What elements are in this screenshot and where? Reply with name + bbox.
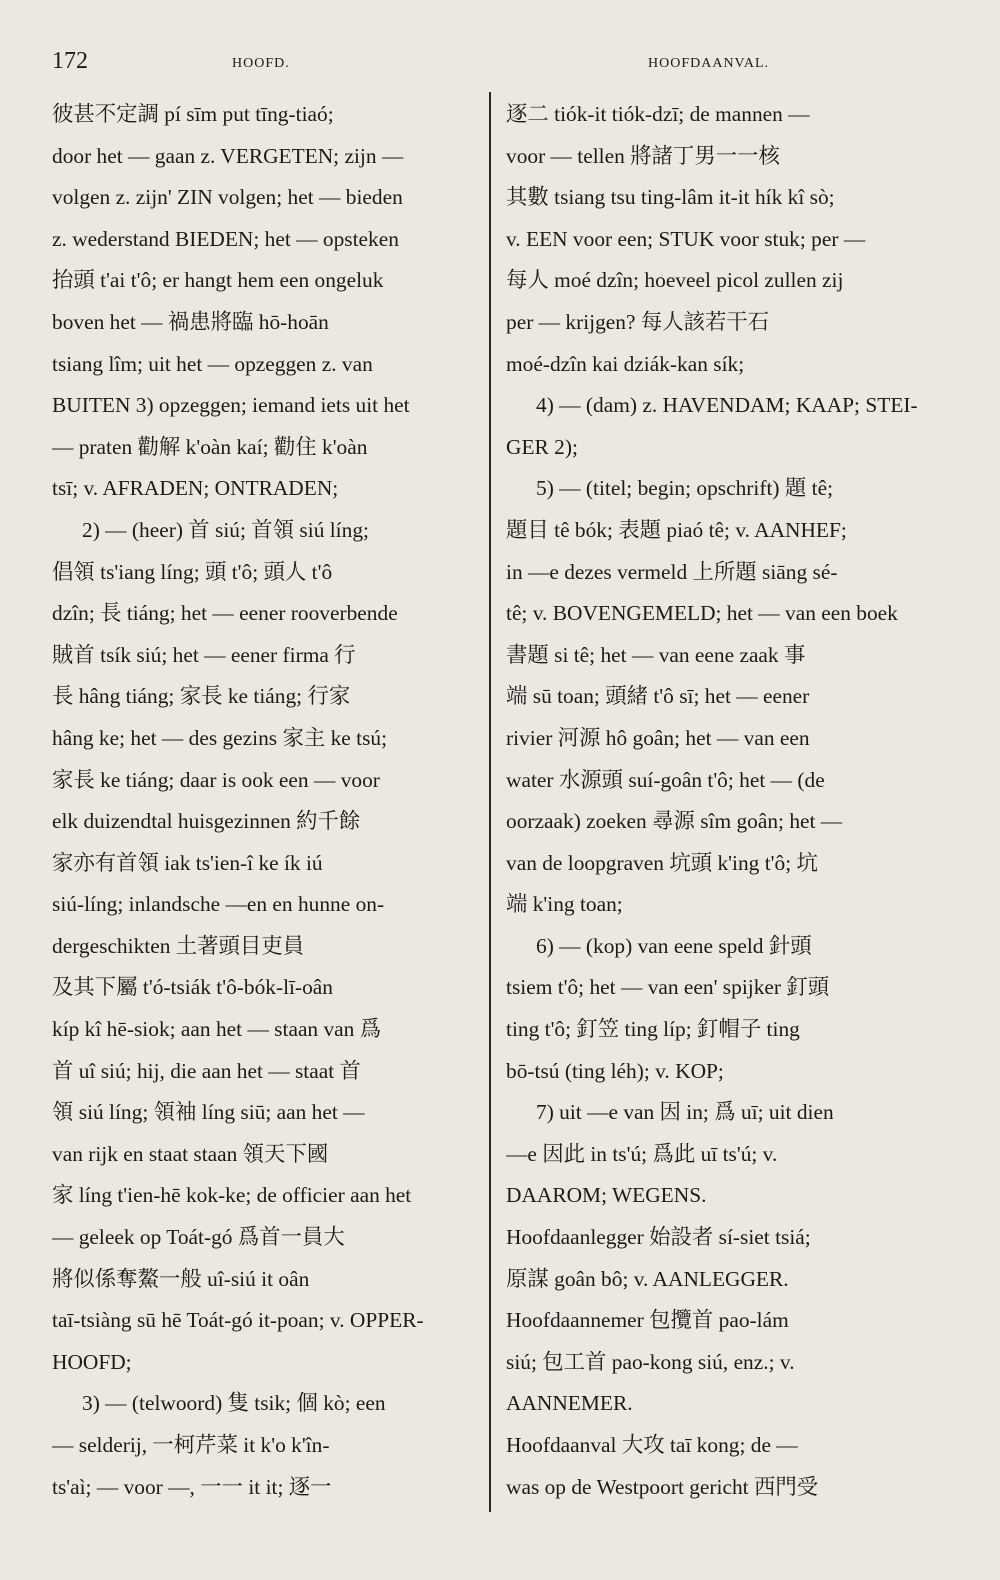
text-line: 5) — (titel; begin; opschrift) 題 tê;: [536, 476, 834, 501]
text-line: 書題 si tê; het — van eene zaak 事: [506, 642, 806, 667]
running-head-left: HOOFD.: [232, 56, 290, 71]
text-line: 2) — (heer) 首 siú; 首領 siú líng;: [82, 517, 369, 542]
text-line: 家長 ke tiáng; daar is ook een — voor: [52, 767, 380, 792]
text-line: 4) — (dam) z. HAVENDAM; KAAP; STEI-: [536, 393, 918, 418]
text-line: boven het — 禍患將臨 hō-hoān: [52, 309, 329, 334]
text-line: — geleek op Toát-gó 爲首一員大: [52, 1225, 345, 1250]
text-line: 家 líng t'ien-hē kok-ke; de officier aan het: [52, 1183, 412, 1208]
text-line: 倡領 ts'iang líng; 頭 t'ô; 頭人 t'ô: [52, 559, 333, 584]
text-line: 長 hâng tiáng; 家長 ke tiáng; 行家: [52, 684, 351, 709]
text-line: AANNEMER.: [506, 1391, 633, 1416]
text-line: 逐二 tiók-it tiók-dzī; de mannen —: [506, 102, 810, 126]
text-line: van rijk en staat staan 領天下國: [52, 1141, 329, 1166]
text-line: 及其下屬 t'ó-tsiák t'ô-bók-lī-oân: [52, 975, 333, 1000]
text-line: 7) uit —e van 因 in; 爲 uī; uit dien: [536, 1100, 834, 1125]
text-line: 將似係奪鰲一般 uî-siú it oân: [52, 1266, 310, 1291]
text-line: hâng ke; het — des gezins 家主 ke tsú;: [52, 725, 388, 750]
text-line: kíp kî hē-siok; aan het — staan van 爲: [52, 1017, 382, 1042]
text-line: 原謀 goân bô; v. AANLEGGER.: [506, 1266, 789, 1291]
text-line: — selderij, 一柯芹菜 it k'o k'în-: [52, 1433, 330, 1457]
text-line: HOOFD;: [52, 1349, 132, 1374]
text-line: BUITEN 3) opzeggen; iemand iets uit het: [52, 393, 410, 418]
text-line: water 水源頭 suí-goân t'ô; het — (de: [506, 767, 825, 792]
text-line: —e 因此 in ts'ú; 爲此 uī ts'ú; v.: [506, 1141, 778, 1166]
text-line: 領 siú líng; 領袖 líng siū; aan het —: [52, 1100, 365, 1125]
text-line: 題目 tê bók; 表題 piaó tê; v. AANHEF;: [506, 517, 847, 542]
text-line: Hoofdaannemer 包攬首 pao-lám: [506, 1308, 789, 1333]
text-line: bō-tsú (ting léh); v. KOP;: [506, 1058, 724, 1083]
text-line: ts'aì; — voor —, 一一 it it; 逐一: [52, 1474, 332, 1499]
text-line: 端 k'ing toan;: [506, 892, 623, 917]
text-line: 6) — (kop) van eene speld 針頭: [536, 933, 812, 958]
text-line: rivier 河源 hô goân; het — van een: [506, 725, 810, 750]
text-line: 3) — (telwoord) 隻 tsik; 個 kò; een: [82, 1391, 386, 1416]
text-line: elk duizendtal huisgezinnen 約千餘: [52, 809, 361, 834]
text-line: tsiem t'ô; het — van een' spijker 釘頭: [506, 975, 830, 1000]
text-line: — praten 勸解 k'oàn kaí; 勸住 k'oàn: [52, 434, 368, 459]
text-line: was op de Westpoort gericht 西門受: [506, 1474, 819, 1499]
text-line: 抬頭 t'ai t'ô; er hangt hem een ongeluk: [52, 268, 384, 293]
text-line: Hoofdaanval 大攻 taī kong; de —: [506, 1433, 798, 1457]
right-column: [506, 94, 932, 1508]
page-number: 172: [52, 48, 88, 74]
text-line: dergeschikten 土著頭目吏員: [52, 933, 305, 958]
text-line: tsiang lîm; uit het — opzeggen z. van: [52, 351, 373, 376]
text-line: oorzaak) zoeken 尋源 sîm goân; het —: [506, 809, 843, 834]
text-line: van de loopgraven 坑頭 k'ing t'ô; 坑: [506, 850, 818, 875]
text-line: ting t'ô; 釘笠 ting líp; 釘帽子 ting: [506, 1017, 800, 1042]
text-line: 其數 tsiang tsu ting-lâm it-it hík kî sò;: [506, 185, 835, 210]
running-head-right: HOOFDAANVAL.: [648, 56, 770, 71]
text-line: 首 uî siú; hij, die aan het — staat 首: [52, 1058, 361, 1083]
left-column: [52, 94, 482, 1508]
text-line: per — krijgen? 每人該若干石: [506, 309, 770, 334]
text-line: dzîn; 長 tiáng; het — eener rooverbende: [52, 601, 398, 626]
text-line: 每人 moé dzîn; hoeveel picol zullen zij: [506, 268, 844, 293]
text-line: siú; 包工首 pao-kong siú, enz.; v.: [506, 1349, 795, 1374]
text-line: taī-tsiàng sū hē Toát-gó it-poan; v. OPPER-: [52, 1308, 424, 1333]
column-divider: [489, 92, 491, 1512]
text-line: 端 sū toan; 頭緒 t'ô sī; het — eener: [506, 684, 810, 709]
text-line: z. wederstand BIEDEN; het — opsteken: [52, 226, 399, 251]
text-line: tê; v. BOVENGEMELD; het — van een boek: [506, 601, 898, 626]
text-line: 家亦有首領 iak ts'ien-î ke ík iú: [52, 850, 323, 875]
text-line: 彼甚不定調 pí sīm put tīng-tiaó;: [52, 102, 334, 126]
text-line: volgen z. zijn' ZIN volgen; het — bieden: [52, 185, 403, 210]
text-line: Hoofdaanlegger 始設者 sí-siet tsiá;: [506, 1225, 811, 1250]
text-line: voor — tellen 將諸丁男一一核: [506, 143, 780, 168]
text-line: door het — gaan z. VERGETEN; zijn —: [52, 143, 404, 168]
text-line: in —e dezes vermeld 上所題 siāng sé-: [506, 559, 838, 584]
page-header: [0, 40, 1000, 80]
text-line: DAAROM; WEGENS.: [506, 1183, 707, 1208]
text-line: tsī; v. AFRADEN; ONTRADEN;: [52, 476, 339, 501]
text-line: v. EEN voor een; STUK voor stuk; per —: [506, 226, 866, 251]
text-line: moé-dzîn kai dziák-kan sík;: [506, 351, 745, 376]
text-line: siú-líng; inlandsche —en en hunne on-: [52, 892, 385, 917]
text-line: 賊首 tsík siú; het — eener firma 行: [52, 642, 356, 667]
text-line: GER 2);: [506, 434, 578, 459]
